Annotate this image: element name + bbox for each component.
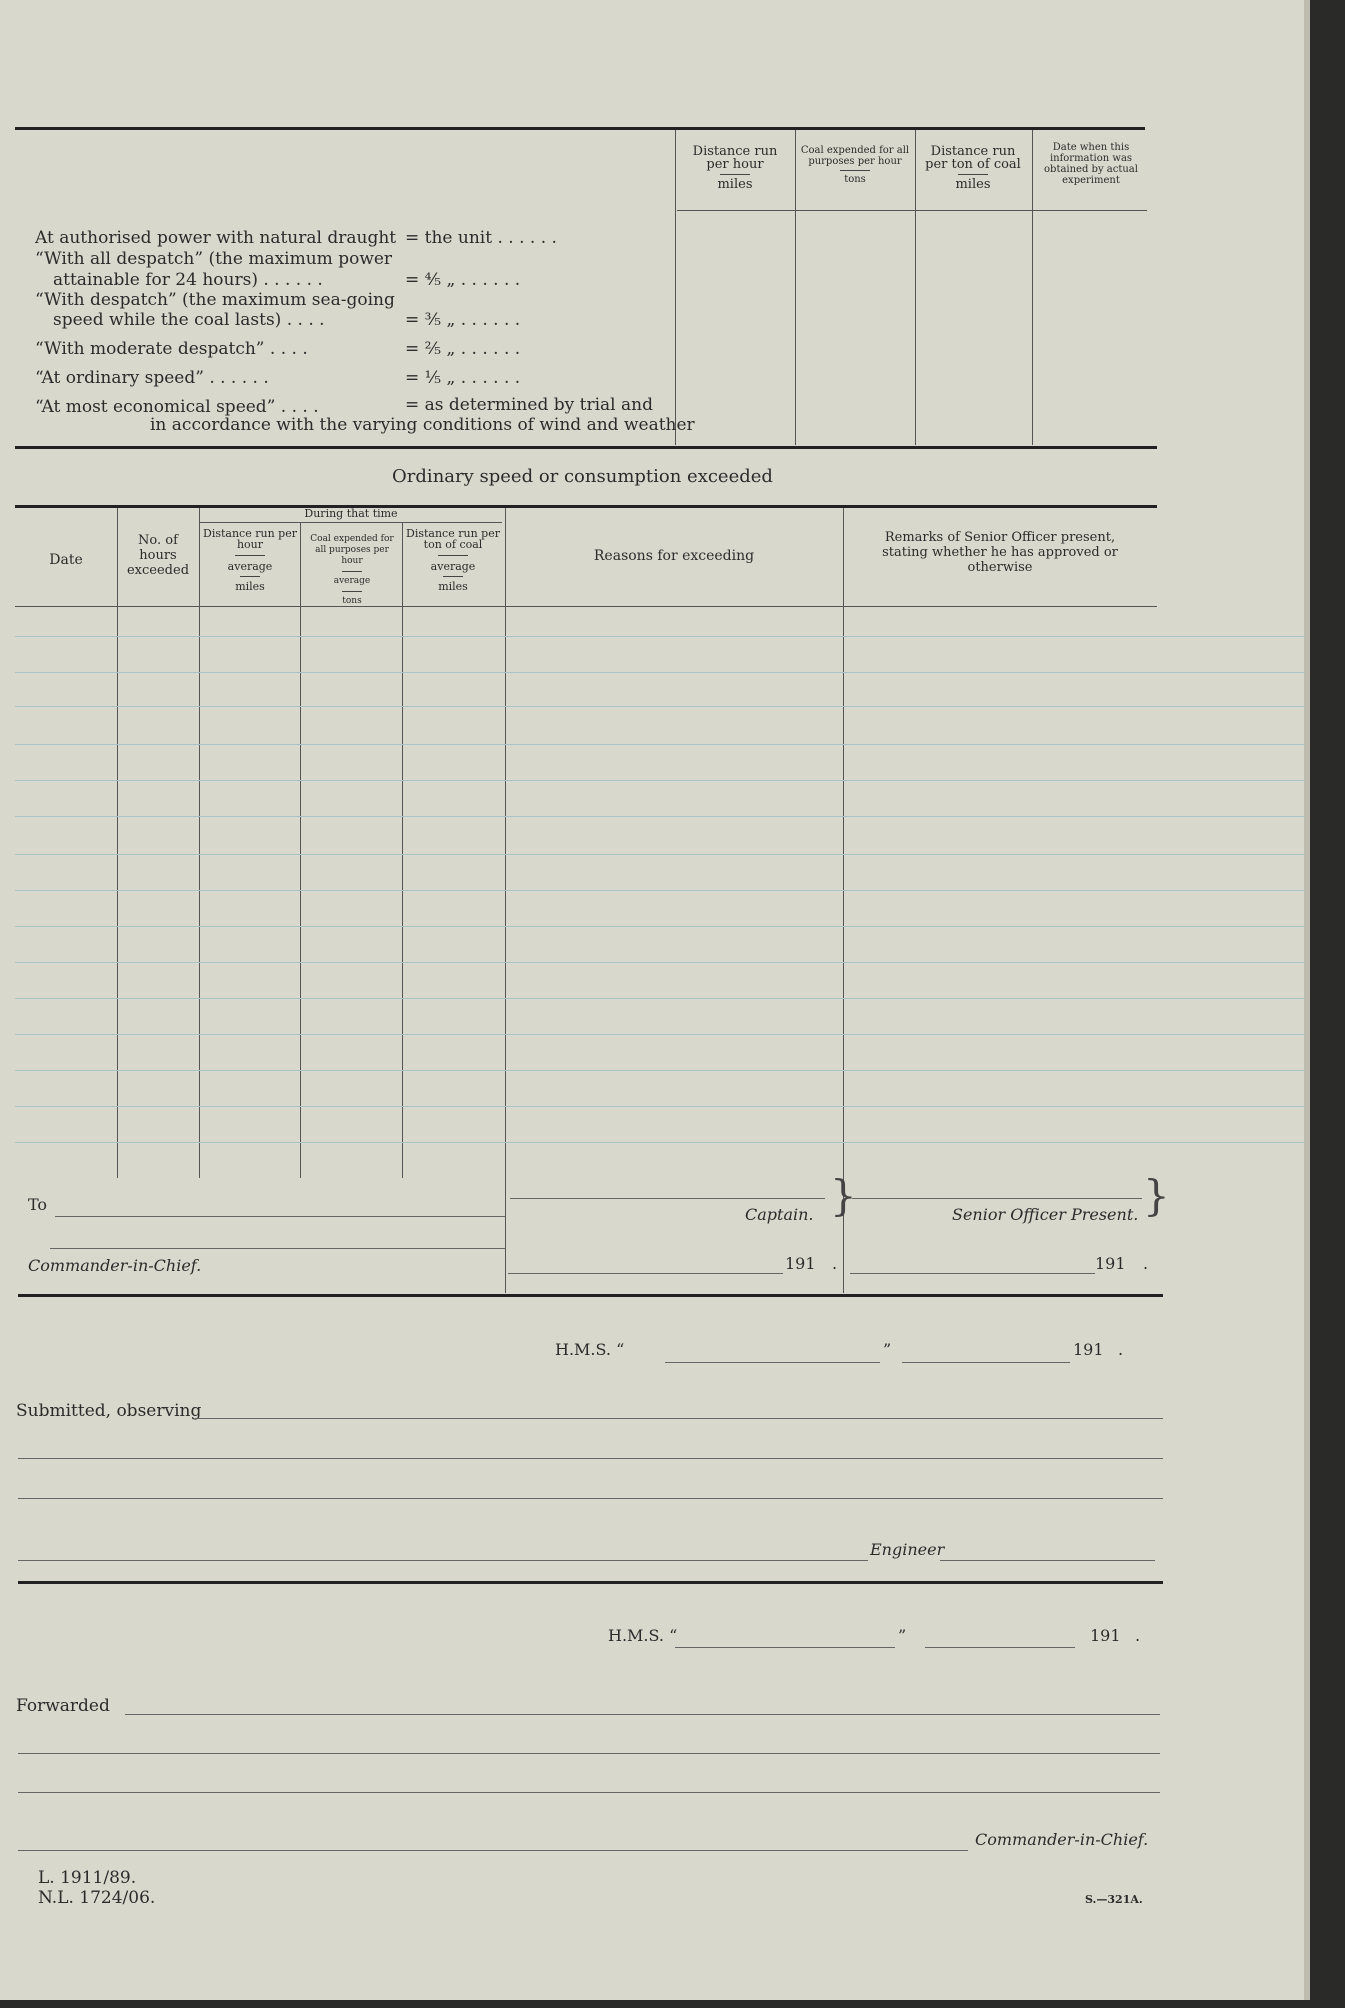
- captain-line[interactable]: [510, 1198, 825, 1199]
- ruled-line: [15, 1070, 1305, 1071]
- engineer-sign-line[interactable]: [18, 1560, 868, 1561]
- cinc-label: Commander-in-Chief.: [28, 1256, 202, 1275]
- ruled-line: [15, 636, 1305, 637]
- col-divider: [402, 522, 403, 1178]
- form-number: S.—321A.: [1085, 1893, 1143, 1906]
- row-moderate: “With moderate despatch” . . . .: [35, 339, 308, 359]
- exceeded-title: Ordinary speed or consumption exceeded: [392, 466, 773, 487]
- submitted-line[interactable]: [195, 1418, 1163, 1419]
- close-quote-2: ”: [898, 1626, 907, 1645]
- senior-dot: .: [1143, 1254, 1149, 1273]
- signoff-bottom-rule: [18, 1294, 1163, 1297]
- ruled-line: [15, 998, 1305, 999]
- ruled-line: [15, 744, 1305, 745]
- row-all-despatch: “With all despatch” (the maximum power: [35, 249, 393, 269]
- col-divider: [300, 522, 301, 1178]
- row-ordinary: “At ordinary speed” . . . . . .: [35, 368, 269, 388]
- submitted-line-2[interactable]: [18, 1458, 1163, 1459]
- col-hours: No. of hours exceeded: [126, 533, 190, 578]
- col-date-header: Date when this information was obtained by actual experiment: [1044, 142, 1138, 186]
- ship-name-line[interactable]: [665, 1362, 880, 1363]
- engineer-bottom-rule: [18, 1581, 1163, 1584]
- row-economical: “At most economical speed” . . . .: [35, 397, 319, 417]
- row-authorised-value: = the unit . . . . . .: [405, 228, 557, 248]
- to-label: To: [28, 1195, 48, 1214]
- col-divider: [117, 508, 118, 1178]
- ruled-line: [15, 962, 1305, 963]
- row-authorised: At authorised power with natural draught: [35, 228, 397, 248]
- cinc-label-2: Commander-in-Chief.: [975, 1830, 1149, 1849]
- table-bottom-rule: [15, 446, 1157, 449]
- ruled-line: [15, 926, 1305, 927]
- to-line-2[interactable]: [50, 1248, 505, 1249]
- close-quote: ”: [883, 1340, 892, 1359]
- year-dot: .: [1118, 1340, 1124, 1359]
- col-divider: [1032, 130, 1033, 445]
- row-moderate-value: = ²⁄₅ „ . . . . . .: [405, 339, 521, 359]
- col-reasons: Reasons for exceeding: [593, 548, 755, 564]
- captain-dot: .: [832, 1254, 838, 1273]
- col-divider: [795, 130, 796, 445]
- row-economical-2: in accordance with the varying conditions of wind and weather: [150, 415, 695, 435]
- footer-ref-2: N.L. 1724/06.: [38, 1888, 156, 1908]
- captain-date-line[interactable]: [508, 1273, 783, 1274]
- col-coal-header: Coal expended for all purposes per hour tons: [800, 145, 910, 185]
- col-remarks: Remarks of Senior Officer present, stating whether he has approved or otherwise: [882, 530, 1118, 575]
- year-label-2: 191: [1090, 1626, 1121, 1645]
- ship-name-line-2[interactable]: [675, 1647, 895, 1648]
- header-bottom-rule: [15, 606, 1157, 607]
- cinc-sign-line[interactable]: [18, 1850, 968, 1851]
- forwarded-line-3[interactable]: [18, 1792, 1160, 1793]
- header-underline: [677, 210, 1147, 211]
- senior-date-line[interactable]: [850, 1273, 1095, 1274]
- forwarded-line[interactable]: [125, 1714, 1160, 1715]
- ruled-line: [15, 890, 1305, 891]
- ruled-line: [15, 1142, 1305, 1143]
- col-divider: [199, 508, 200, 1178]
- ruled-line: [15, 780, 1305, 781]
- submitted-line-3[interactable]: [18, 1498, 1163, 1499]
- col-coal-header: Coal expended for all purposes per hour average tons: [310, 534, 394, 606]
- ruled-line: [15, 1034, 1305, 1035]
- ruled-line: [15, 706, 1305, 707]
- ruled-line: [15, 1106, 1305, 1107]
- brace: }: [830, 1171, 857, 1220]
- col-perton-header: Distance run per ton of coal miles: [925, 144, 1021, 192]
- forwarded-line-2[interactable]: [18, 1753, 1160, 1754]
- row-all-despatch-value: = ⁴⁄₅ „ . . . . . .: [405, 270, 521, 290]
- senior-label: Senior Officer Present.: [952, 1205, 1139, 1224]
- footer-ref-1: L. 1911/89.: [38, 1868, 137, 1888]
- engineer-sign-line-2[interactable]: [940, 1560, 1155, 1561]
- col-distance-header: Distance run per hour miles: [692, 144, 778, 192]
- row-despatch-value: = ³⁄₅ „ . . . . . .: [405, 310, 521, 330]
- col-dist-header: Distance run per hour average miles: [203, 527, 297, 593]
- year-label: 191: [1073, 1340, 1104, 1359]
- captain-label: Captain.: [745, 1205, 814, 1224]
- exceeded-top-rule: [15, 505, 1157, 508]
- row-ordinary-value: = ¹⁄₅ „ . . . . . .: [405, 368, 521, 388]
- col-perton-header: Distance run per ton of coal average miles: [406, 527, 500, 593]
- engineer-label: Engineer: [870, 1540, 945, 1559]
- col-divider: [915, 130, 916, 445]
- ruled-line: [15, 854, 1305, 855]
- col-divider: [675, 130, 676, 445]
- date-line-2[interactable]: [925, 1647, 1075, 1648]
- col-date: Date: [49, 552, 83, 568]
- captain-year: 191: [785, 1254, 816, 1273]
- row-all-despatch-2: attainable for 24 hours) . . . . . .: [53, 270, 323, 290]
- ruled-line: [15, 816, 1305, 817]
- date-line[interactable]: [902, 1362, 1070, 1363]
- hms-label-2: H.M.S. “: [608, 1626, 678, 1645]
- row-despatch-2: speed while the coal lasts) . . . .: [53, 310, 325, 330]
- submitted-label: Submitted, observing: [16, 1401, 202, 1421]
- col-divider: [505, 508, 506, 1293]
- top-rule: [15, 127, 1145, 130]
- to-line[interactable]: [55, 1216, 505, 1217]
- year-dot-2: .: [1135, 1626, 1141, 1645]
- brace: }: [1143, 1171, 1170, 1220]
- during-underline: [200, 522, 502, 523]
- ruled-line: [15, 672, 1305, 673]
- senior-line[interactable]: [852, 1198, 1142, 1199]
- row-despatch: “With despatch” (the maximum sea-going: [35, 290, 395, 310]
- row-economical-value: = as determined by trial and: [405, 395, 653, 415]
- footer-refs: [38, 1868, 155, 1908]
- hms-label: H.M.S. “: [555, 1340, 625, 1359]
- during-label: During that time: [304, 507, 398, 520]
- forwarded-label: Forwarded: [16, 1696, 110, 1716]
- senior-year: 191: [1095, 1254, 1126, 1273]
